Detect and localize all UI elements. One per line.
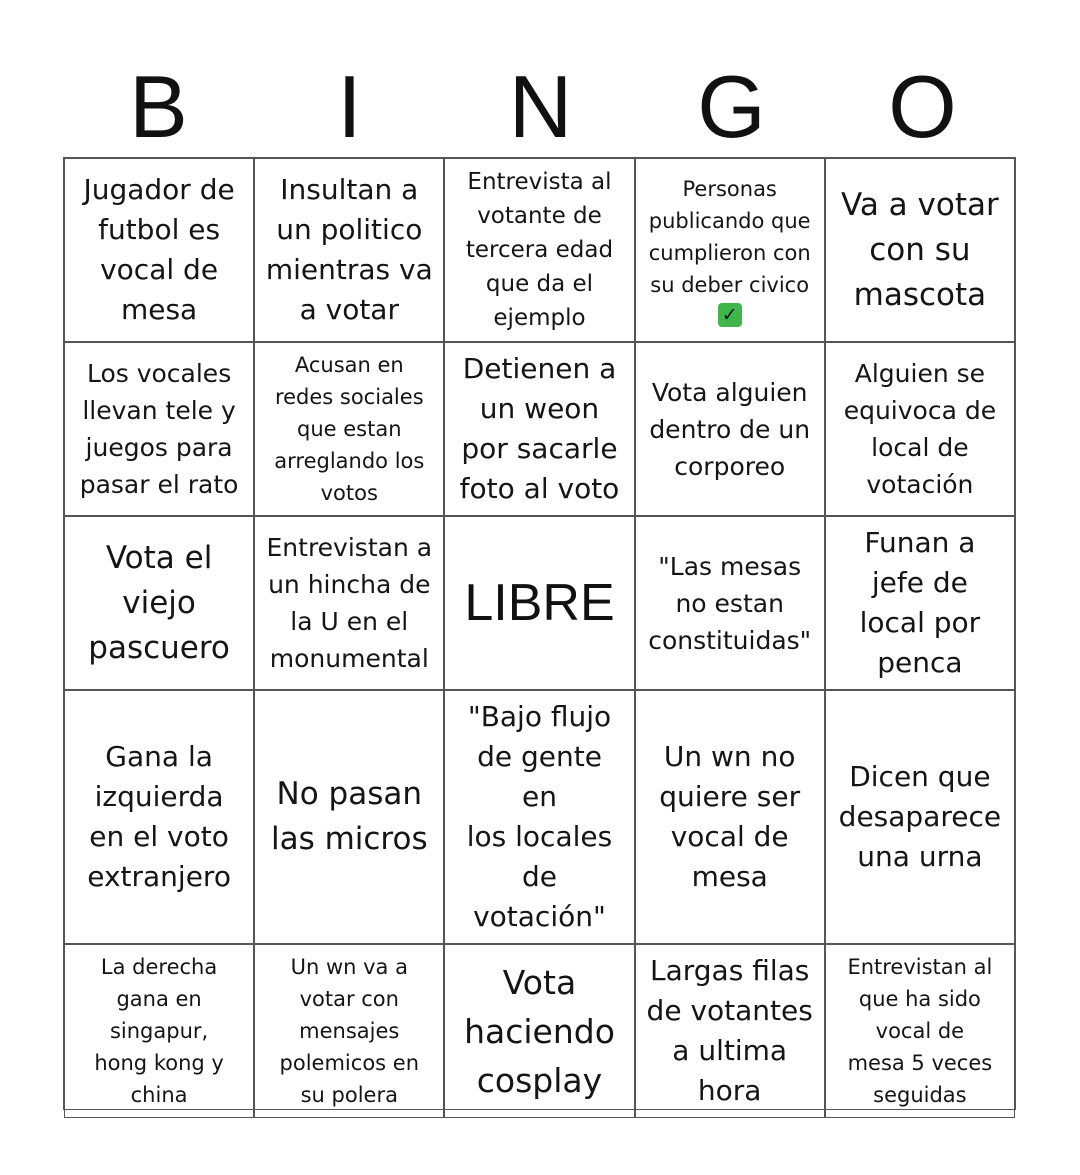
bingo-cell[interactable] [825, 158, 1015, 342]
cell-text: Personas publicando que cumplieron con su deber civico [648, 177, 811, 297]
bingo-cell[interactable] [64, 944, 254, 1118]
cell-text: Acusan en redes sociales que estan arreglando los votos [274, 353, 425, 505]
cell-text: "Bajo flujo de gente en los locales de votación" [466, 700, 613, 933]
bingo-cell[interactable] [825, 690, 1015, 944]
cell-text: Un wn no quiere ser vocal de mesa [659, 740, 801, 893]
bingo-cell[interactable] [64, 342, 254, 516]
cell-text: Los vocales llevan tele y juegos para pasar el rato [79, 359, 239, 499]
cell-text: Va a votar con su mascota [841, 186, 999, 313]
bingo-cell[interactable] [444, 690, 634, 944]
bingo-cell[interactable] [635, 690, 825, 944]
header-letter-g: G [697, 57, 766, 156]
bingo-cell[interactable] [635, 158, 825, 342]
bingo-cell[interactable] [64, 158, 254, 342]
cell-text: Gana la izquierda en el voto extranjero [87, 740, 231, 893]
bingo-cell[interactable] [635, 342, 825, 516]
bingo-cell[interactable] [444, 158, 634, 342]
check-mark-icon: ✓ [718, 303, 742, 327]
bingo-cell[interactable] [64, 516, 254, 690]
bingo-cell[interactable] [635, 516, 825, 690]
cell-text: Largas filas de votantes a ultima hora [646, 954, 813, 1107]
cell-text: Vota el viejo pascuero [88, 539, 230, 666]
cell-text: Dicen que desaparece una urna [838, 760, 1002, 873]
bingo-header [63, 57, 1018, 156]
cell-text: Vota haciendo cosplay [464, 962, 615, 1100]
header-letter-b: B [129, 57, 188, 156]
header-letter-n: N [508, 57, 573, 156]
bingo-cell[interactable] [254, 342, 444, 516]
cell-text: Vota alguien dentro de un corporeo [649, 377, 811, 481]
bingo-cell[interactable] [254, 690, 444, 944]
bingo-cell[interactable] [254, 158, 444, 342]
cell-text: "Las mesas no estan constituidas" [648, 551, 812, 655]
bingo-cell[interactable] [254, 944, 444, 1118]
cell-text: Entrevistan a un hincha de la U en el monumental [266, 533, 433, 673]
cell-text: Funan a jefe de local por penca [859, 526, 981, 679]
bingo-cell[interactable] [825, 342, 1015, 516]
bingo-cell[interactable] [444, 342, 634, 516]
cell-text: Alguien se equivoca de local de votación [843, 359, 997, 499]
bingo-board [63, 157, 1016, 1110]
free-space-label: LIBRE [464, 574, 615, 632]
cell-text: No pasan las micros [270, 776, 428, 857]
cell-text: Detienen a un weon por sacarle foto al voto [459, 352, 620, 505]
bingo-cell[interactable] [825, 516, 1015, 690]
cell-text: Un wn va a votar con mensajes polemicos en su polera [279, 955, 420, 1107]
header-letter-i: I [337, 57, 362, 156]
bingo-cell[interactable] [635, 944, 825, 1118]
bingo-cell[interactable] [254, 516, 444, 690]
cell-text: La derecha gana en singapur, hong kong y china [94, 955, 224, 1107]
header-letter-o: O [888, 57, 957, 156]
bingo-cell[interactable] [64, 690, 254, 944]
bingo-cell[interactable] [825, 944, 1015, 1118]
bingo-cell[interactable] [444, 944, 634, 1118]
cell-text: Entrevistan al que ha sido vocal de mesa 5 veces seguidas [847, 955, 993, 1107]
free-space-cell[interactable] [444, 516, 634, 690]
cell-text: Insultan a un politico mientras va a votar [265, 173, 433, 326]
cell-text: Entrevista al votante de tercera edad que da el ejemplo [465, 169, 614, 331]
cell-text: Jugador de futbol es vocal de mesa [83, 173, 235, 326]
